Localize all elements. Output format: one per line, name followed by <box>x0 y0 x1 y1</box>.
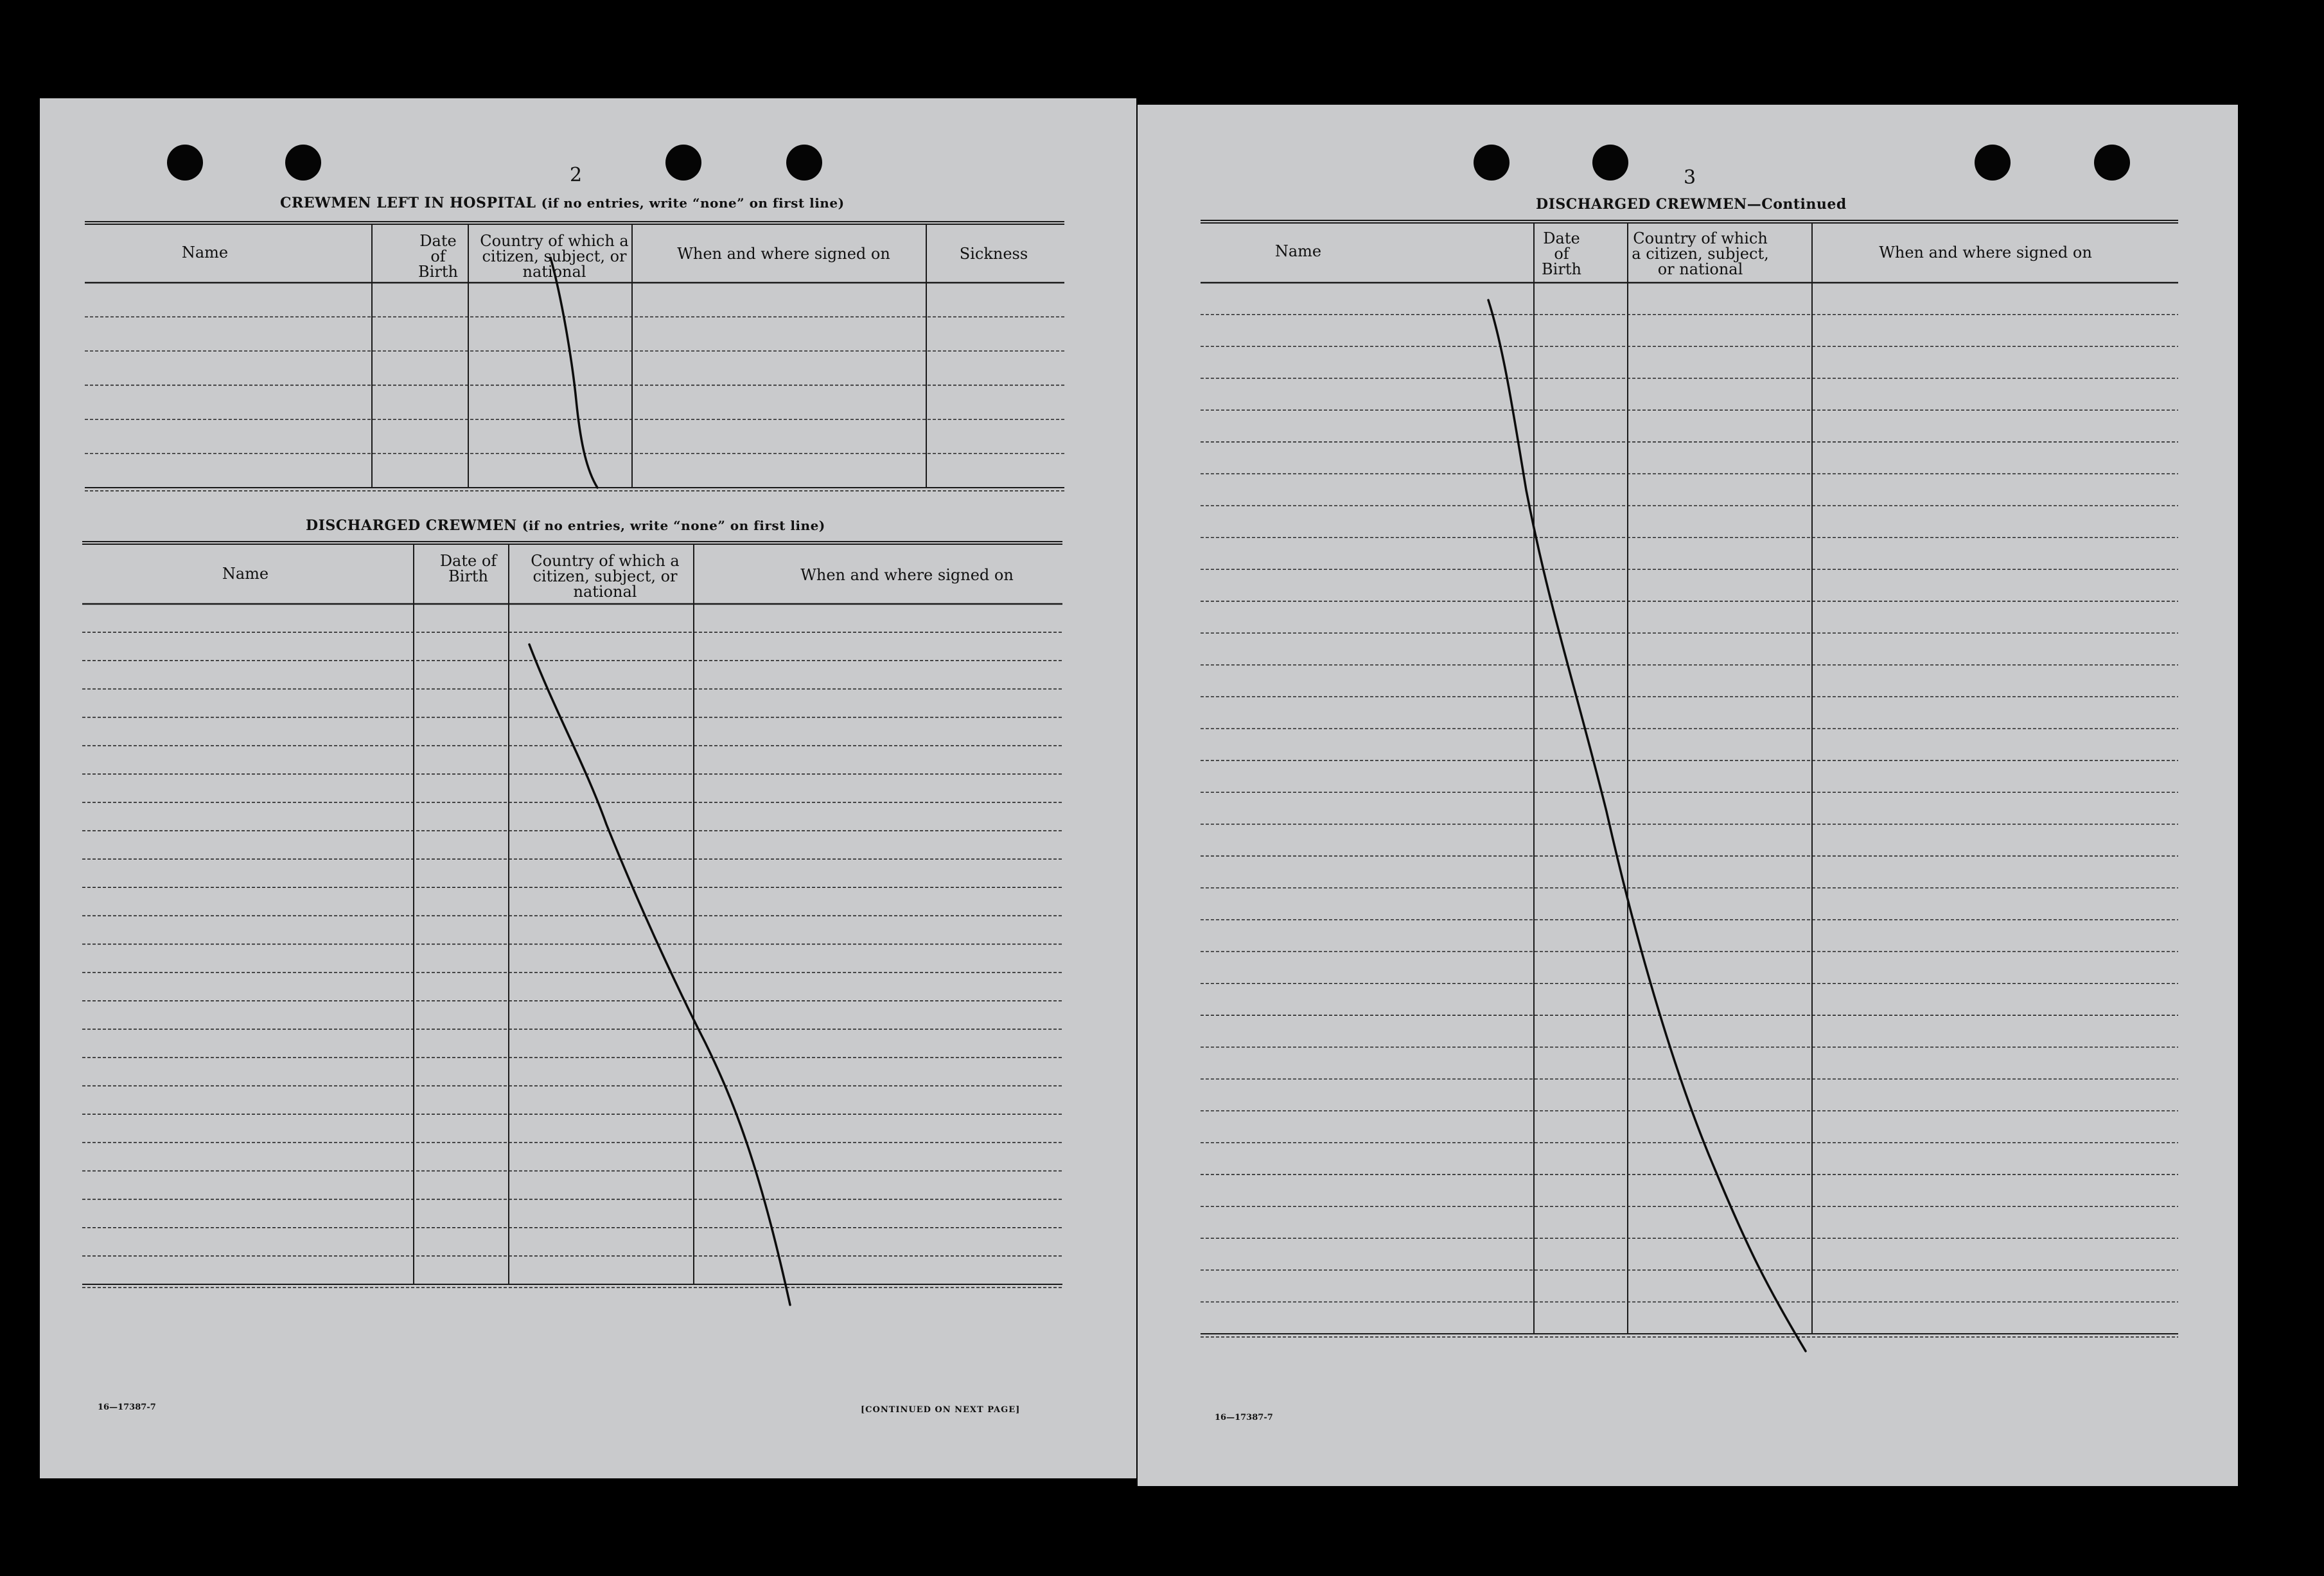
form-page-left <box>40 98 1136 1478</box>
hospital-col-signed-on: When and where signed on <box>677 245 890 263</box>
form-page-right <box>1138 105 2238 1486</box>
discharged-col-dob: Date of Birth <box>439 552 497 585</box>
hospital-title-text: CREWMEN LEFT IN HOSPITAL <box>280 195 536 211</box>
continued-col-country: Country of which a citizen, subject, or national <box>1632 229 1769 278</box>
left-page-ruling <box>40 98 1136 1478</box>
hospital-col-dob: Date of Birth <box>418 232 458 281</box>
form-number: 16—17387-7 <box>98 1403 156 1412</box>
continued-col-signed-on: When and where signed on <box>1879 243 2092 261</box>
pen-strike-line <box>1488 300 1806 1351</box>
continued-col-name: Name <box>1274 242 1322 260</box>
discharged-col-name: Name <box>222 565 269 583</box>
hospital-instruction: (if no entries, write “none” on first line) <box>541 195 845 211</box>
form-number: 16—17387-7 <box>1215 1413 1273 1422</box>
right-page-ruling <box>1138 105 2238 1486</box>
discharged-col-signed-on: When and where signed on <box>800 566 1014 584</box>
discharged-title-text: DISCHARGED CREWMEN <box>306 517 517 534</box>
discharged-continued-title: DISCHARGED CREWMEN—Continued <box>1536 196 1847 213</box>
continued-note: [CONTINUED ON NEXT PAGE] <box>861 1405 1021 1415</box>
page-number: 3 <box>1684 166 1696 189</box>
hospital-col-country: Country of which a citizen, subject, or national <box>480 232 629 281</box>
pen-strike-line <box>529 644 790 1305</box>
hospital-col-sickness: Sickness <box>959 245 1028 263</box>
discharged-col-country: Country of which a citizen, subject, or national <box>531 552 680 601</box>
continued-col-dob: Date of Birth <box>1542 229 1581 278</box>
page-number: 2 <box>570 164 583 186</box>
hospital-col-name: Name <box>181 243 229 261</box>
discharged-instruction: (if no entries, write “none” on first line) <box>522 518 825 533</box>
